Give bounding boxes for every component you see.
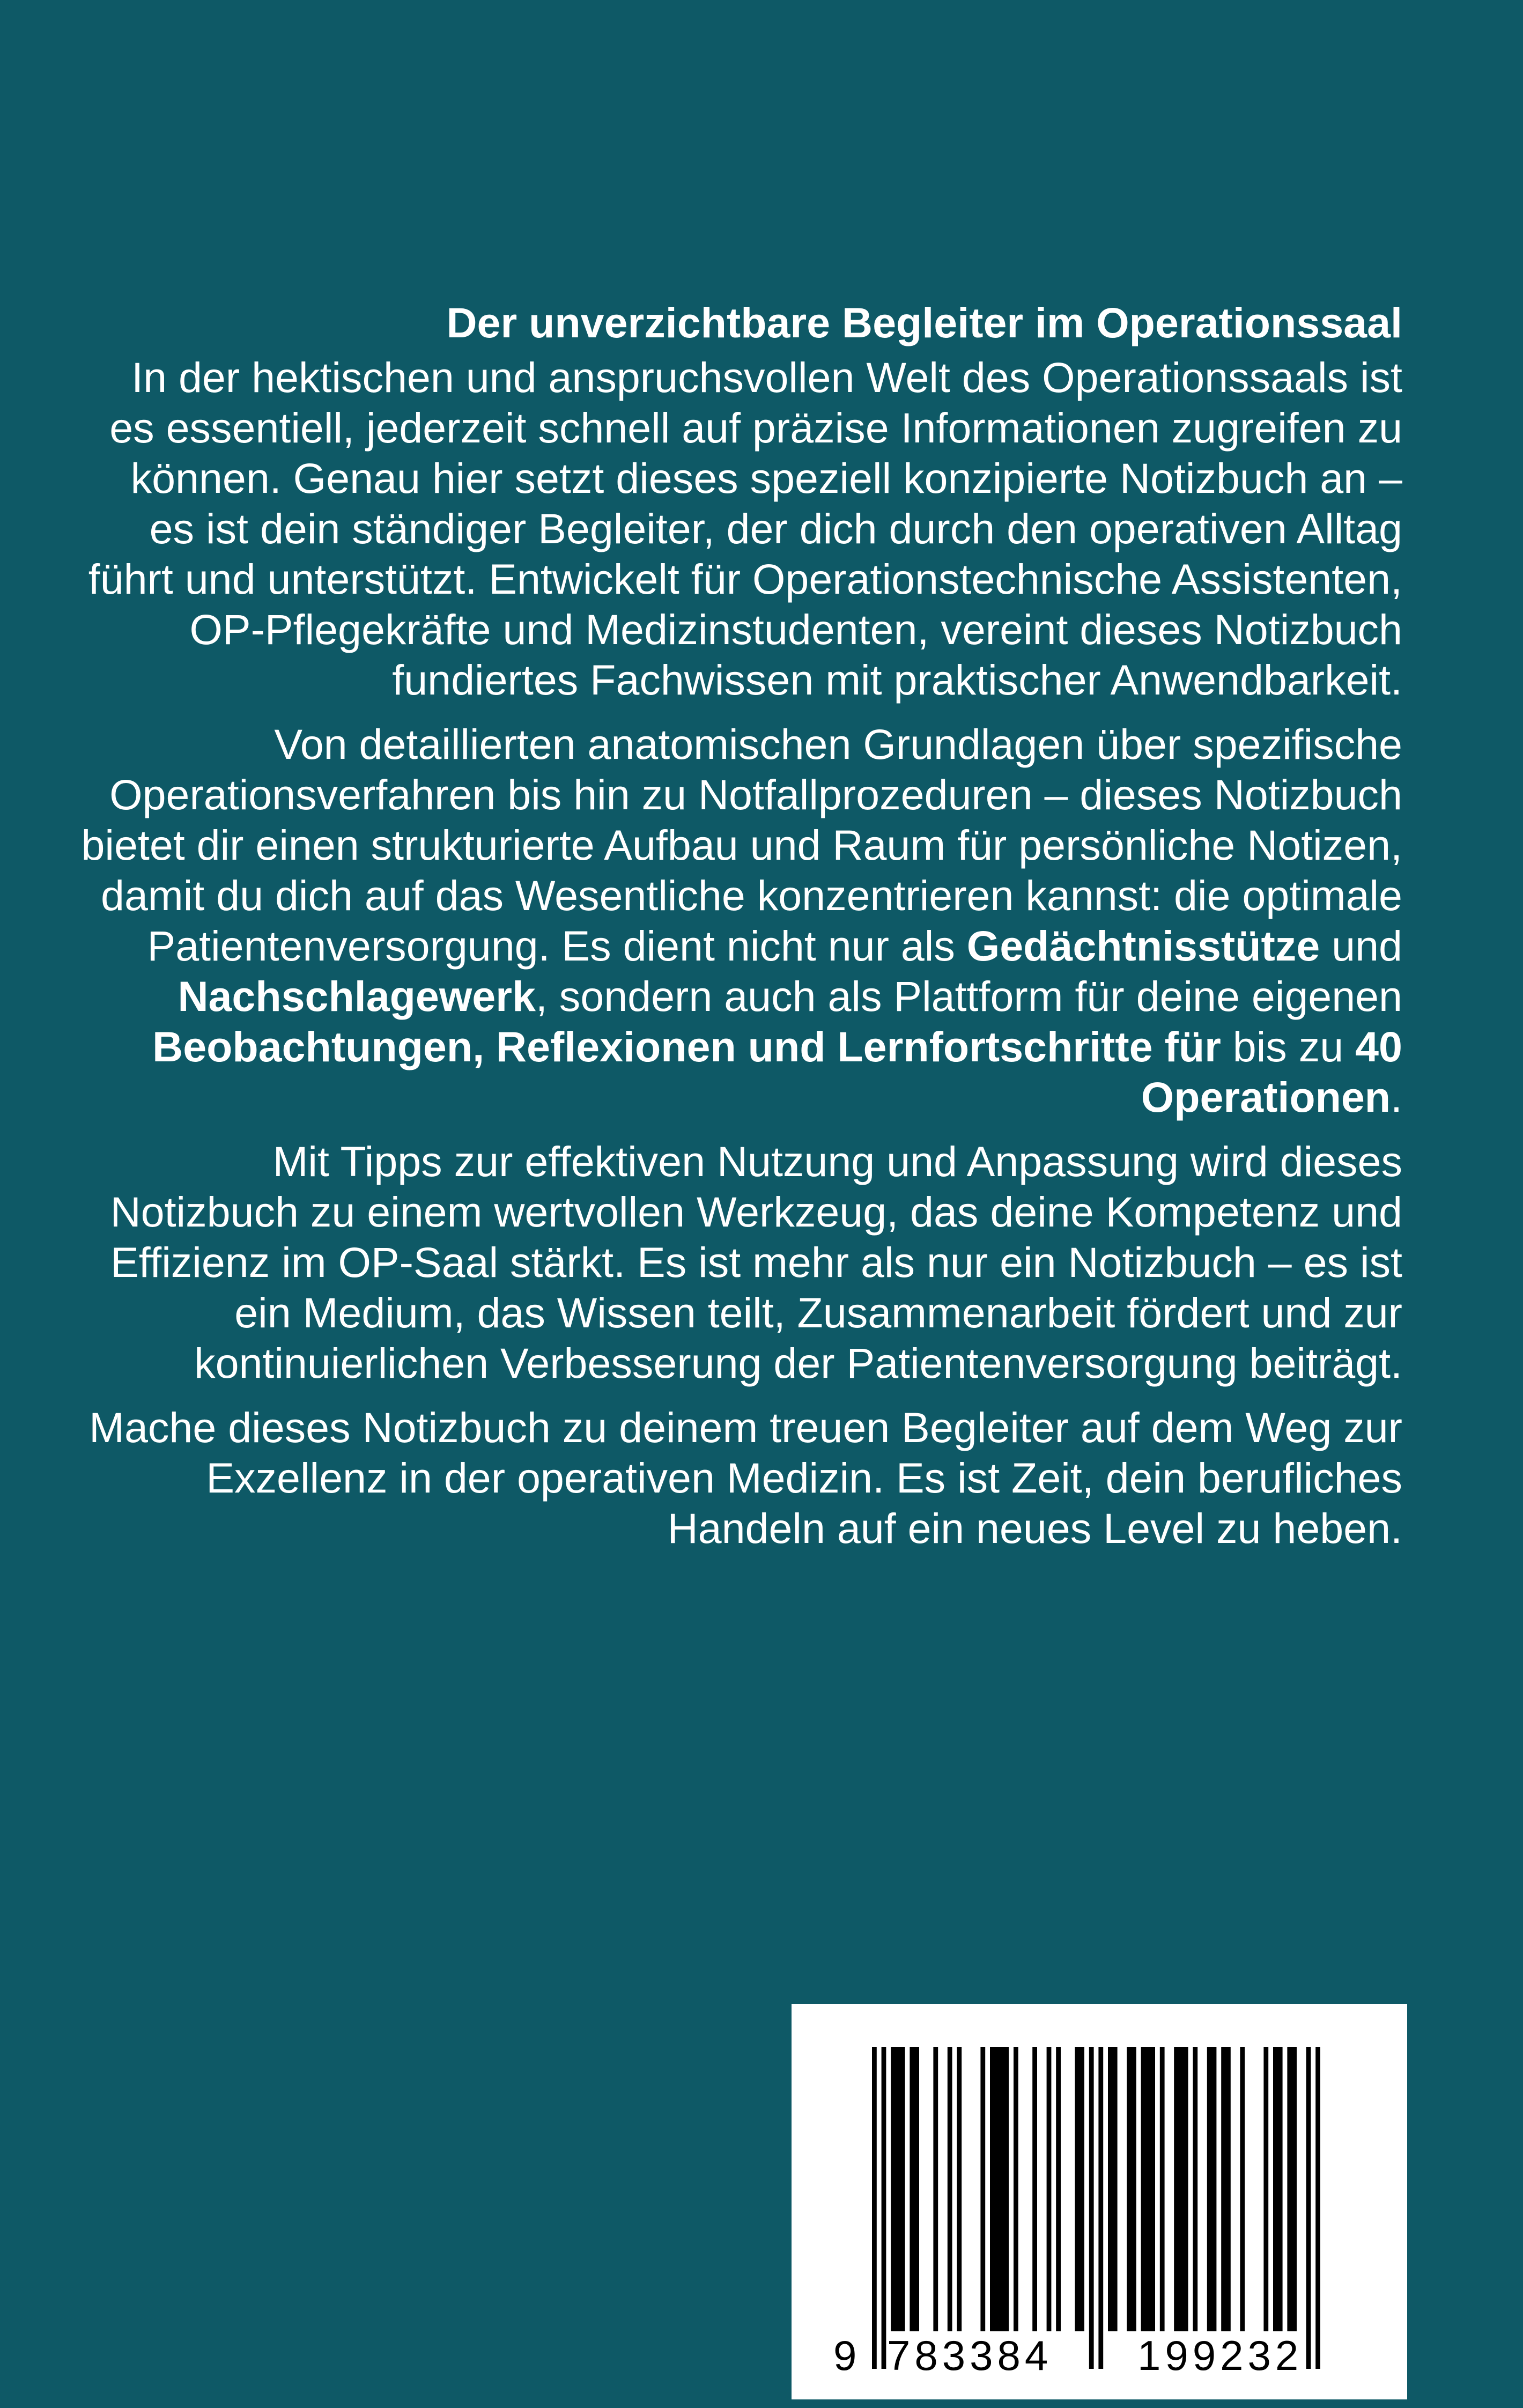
barcode-bar-8 — [990, 2047, 1009, 2331]
barcode-bar-20 — [1174, 2047, 1188, 2331]
back-cover-text — [80, 298, 1402, 1568]
p2-text-1: Von detaillierten anatomischen Grundlagen über spezifische Operationsverfahren bis hin zu Notfallprozeduren – dieses Notizbuch bietet dir einen strukturierte Aufbau und Raum für persönliche Notizen, damit du dich auf das Wesentliche konzentrieren kannst: die optimale Patientenversorgung. Es dient nicht nur als — [81, 720, 1402, 970]
barcode-bar-0 — [872, 2047, 877, 2369]
barcode-bar-13 — [1075, 2047, 1084, 2331]
barcode-bar-29 — [1315, 2047, 1320, 2369]
barcode-bar-24 — [1240, 2047, 1245, 2331]
blurb-heading: Der unverzichtbare Begleiter im Operationssaal — [446, 299, 1402, 346]
p2-text-5: . — [1391, 1073, 1402, 1121]
barcode-bar-15 — [1098, 2047, 1103, 2369]
barcode-bar-5 — [948, 2047, 952, 2331]
barcode-bar-6 — [957, 2047, 962, 2331]
barcode-bar-9 — [1014, 2047, 1018, 2331]
barcode-bar-26 — [1273, 2047, 1283, 2331]
p2-text-3: , sondern auch als Plattform für deine eigenen — [535, 972, 1402, 1020]
barcode-right-digits: 199232 — [1137, 2332, 1303, 2379]
barcode-bars — [792, 2004, 1407, 2399]
p2-text-4: bis zu — [1221, 1023, 1356, 1070]
barcode-bar-1 — [882, 2047, 886, 2369]
barcode-first-digit: 9 — [833, 2332, 857, 2379]
barcode-bar-18 — [1141, 2047, 1155, 2331]
barcode-bar-14 — [1089, 2047, 1094, 2369]
p2-bold-1: Gedächtnisstütze — [966, 922, 1320, 970]
barcode-bar-10 — [1032, 2047, 1037, 2331]
p2-bold-2: Nachschlagewerk — [178, 972, 536, 1020]
barcode-bar-16 — [1108, 2047, 1118, 2331]
barcode-bar-2 — [891, 2047, 905, 2331]
isbn-barcode — [792, 2004, 1407, 2399]
paragraph-1: In der hektischen und anspruchsvollen Welt des Operationssaals ist es essentiell, jederzeit schnell auf präzise Informationen zugreifen zu können. Genau hier setzt dieses speziell konzipierte Notizbuch an – es ist dein ständiger Begleiter, der dich durch den operativen Alltag führt und unterstützt. Entwickelt für Operationstechnische Assistenten, OP-Pflegekräfte und Medizinstudenten, vereint dieses Notizbuch fundiertes Fachwissen mit praktischer Anwendbarkeit. — [88, 353, 1402, 704]
barcode-bar-19 — [1160, 2047, 1165, 2331]
barcode-bar-28 — [1306, 2047, 1311, 2369]
barcode-bar-17 — [1127, 2047, 1136, 2331]
paragraph-4: Mache dieses Notizbuch zu deinem treuen Begleiter auf dem Weg zur Exzellenz in der operativen Medizin. Es ist Zeit, dein berufliches Handeln auf ein neues Level zu heben. — [89, 1404, 1402, 1552]
barcode-bar-12 — [1056, 2047, 1061, 2331]
barcode-bar-23 — [1221, 2047, 1231, 2331]
barcode-left-digits: 783384 — [887, 2332, 1053, 2379]
p2-text-2: und — [1320, 922, 1402, 970]
paragraph-2 — [80, 719, 1402, 1122]
barcode-bar-3 — [910, 2047, 919, 2331]
barcode-bar-7 — [980, 2047, 985, 2331]
paragraph-3: Mit Tipps zur effektiven Nutzung und Anpassung wird dieses Notizbuch zu einem wertvollen Werkzeug, das deine Kompetenz und Effizienz im OP-Saal stärkt. Es ist mehr als nur ein Notizbuch – es ist ein Medium, das Wissen teilt, Zusammenarbeit fördert und zur kontinuierlichen Verbesserung der Patientenversorgung beiträgt. — [110, 1137, 1402, 1387]
barcode-bar-21 — [1193, 2047, 1197, 2331]
barcode-bar-22 — [1207, 2047, 1217, 2331]
p2-bold-3: Beobachtungen, Reflexionen und Lernfortschritte für — [152, 1023, 1221, 1070]
barcode-bar-11 — [1047, 2047, 1052, 2331]
barcode-bar-27 — [1287, 2047, 1297, 2331]
p2-bold-4: 40 Operationen — [1141, 1023, 1402, 1121]
barcode-bar-25 — [1263, 2047, 1268, 2331]
barcode-bar-4 — [933, 2047, 938, 2331]
